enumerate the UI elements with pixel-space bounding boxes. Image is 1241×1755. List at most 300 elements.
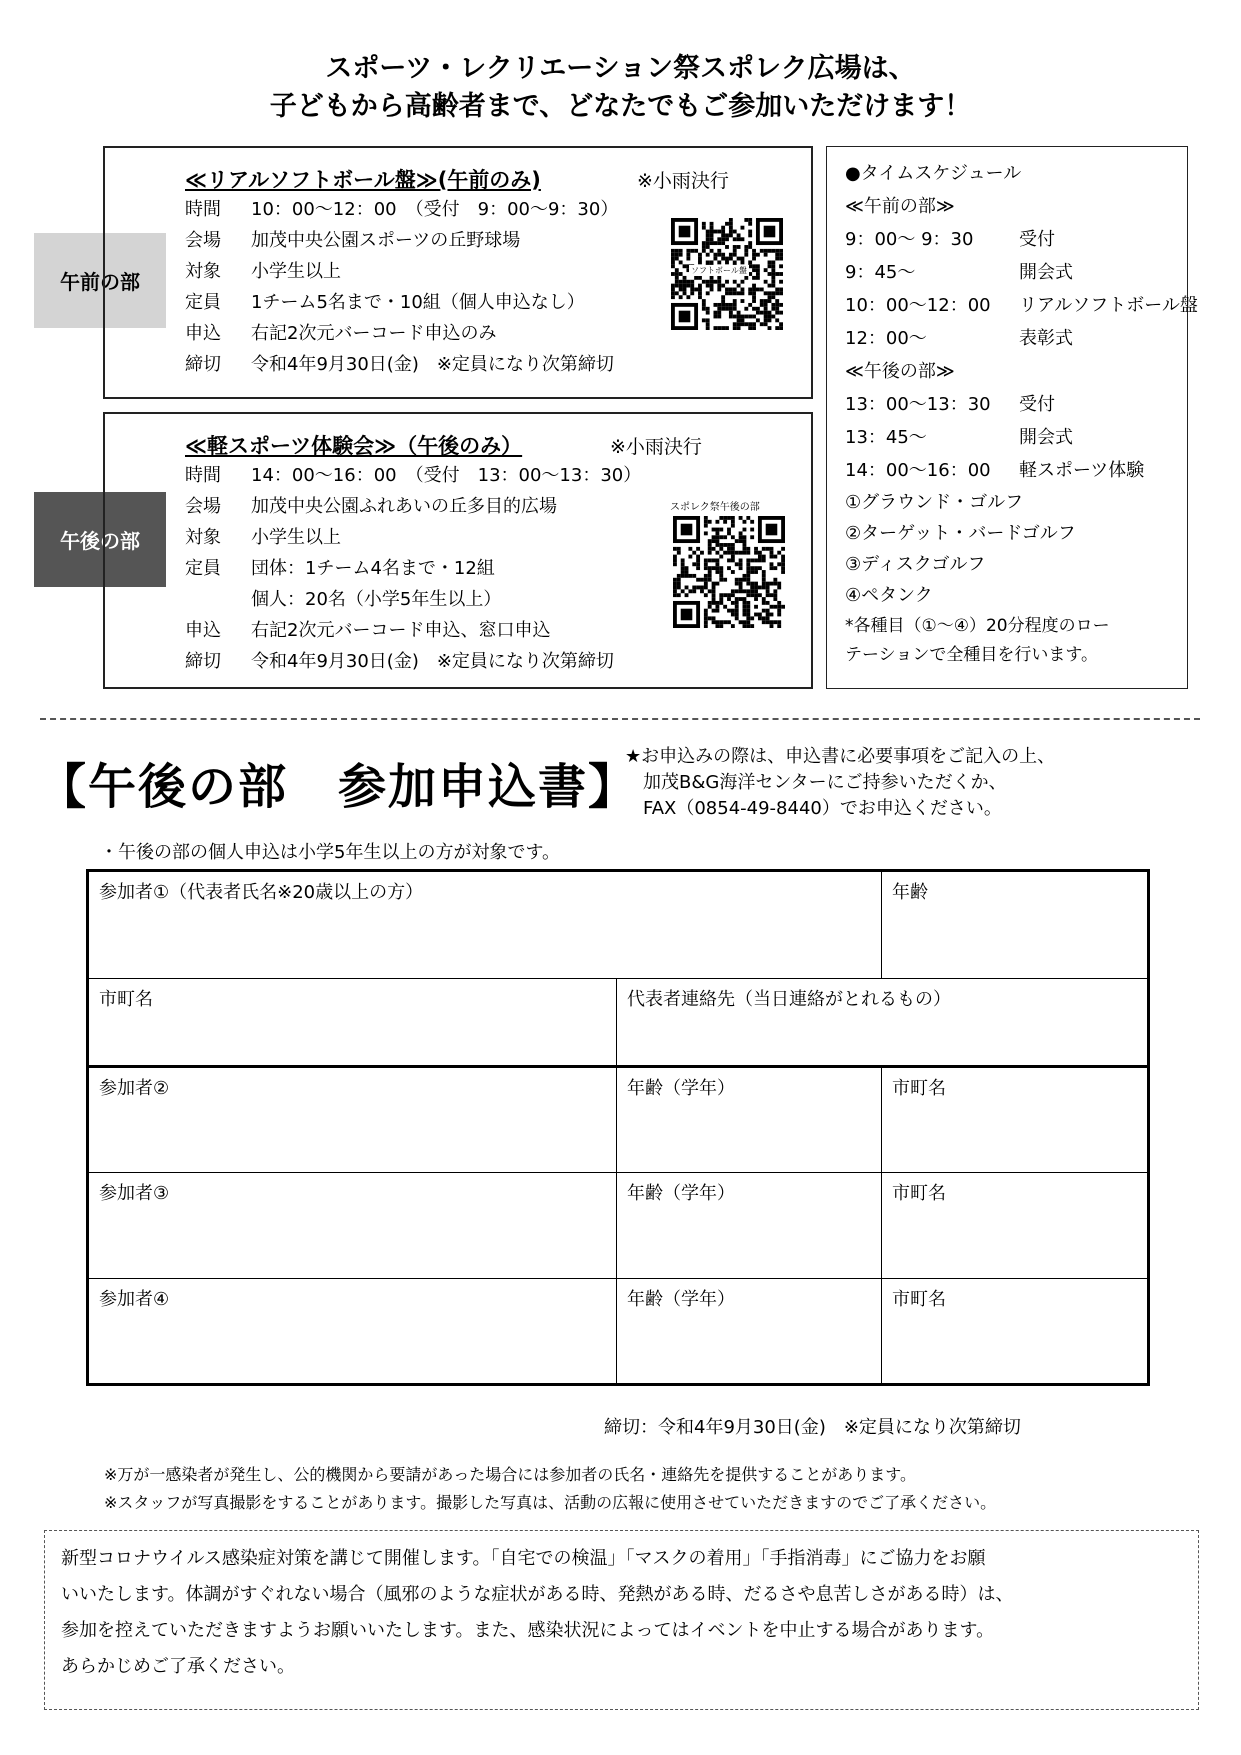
rep-city-label: 市町名: [99, 989, 153, 1010]
qr-module: [746, 620, 750, 624]
qr-module: [746, 624, 750, 628]
qr-module: [671, 272, 675, 276]
detail-key: 申込: [185, 619, 221, 641]
qr-module: [760, 311, 764, 315]
qr-module: [746, 609, 750, 613]
qr-module: [708, 589, 712, 593]
qr-module: [762, 574, 766, 578]
qr-module: [719, 543, 723, 547]
qr-module: [781, 547, 785, 551]
qr-module: [719, 593, 723, 597]
qr-module: [712, 597, 716, 601]
qr-module: [717, 249, 721, 253]
schedule-item: [845, 419, 1198, 452]
qr-module: [721, 307, 725, 311]
qr-module: [721, 233, 725, 237]
qr-module: [700, 586, 704, 590]
qr-module: [754, 586, 758, 590]
qr-module: [706, 253, 710, 257]
qr-module: [721, 284, 725, 288]
qr-module: [764, 253, 768, 257]
qr-module: [712, 535, 716, 539]
qr-module: [727, 620, 731, 624]
qr-module: [752, 307, 756, 311]
qr-module: [744, 307, 748, 311]
qr-module: [762, 555, 766, 559]
qr-module: [762, 586, 766, 590]
qr-module: [683, 280, 687, 284]
qr-module: [725, 307, 729, 311]
qr-module: [744, 253, 748, 257]
qr-module: [712, 601, 716, 605]
qr-module: [712, 593, 716, 597]
qr-module: [715, 539, 719, 543]
rep-contact-label: 代表者連絡先（当日連絡がとれるもの）: [627, 989, 951, 1010]
detail-value: 1チーム5名まで・10組（個人申込なし）: [251, 291, 585, 313]
qr-module: [779, 303, 783, 307]
schedule-item: [845, 287, 1198, 320]
rep-contact-field[interactable]: [617, 979, 1149, 1067]
qr-module: [704, 558, 708, 562]
qr-module: [706, 318, 710, 322]
qr-module: [775, 326, 779, 330]
qr-module: [766, 524, 778, 536]
qr-module: [721, 226, 725, 230]
schedule-item: [845, 320, 1198, 353]
detail-row: [185, 520, 641, 551]
qr-module: [733, 322, 737, 326]
schedule-heading: ●タイムスケジュール: [845, 162, 1022, 184]
qr-module: [729, 218, 733, 222]
qr-module: [717, 288, 721, 292]
qr-module: [708, 551, 712, 555]
detail-key: 時間: [185, 198, 221, 220]
qr-module: [725, 245, 729, 249]
qr-module: [743, 589, 747, 593]
qr-module: [702, 241, 706, 245]
qr-module: [739, 535, 743, 539]
participant-2-city-field[interactable]: [882, 1067, 1149, 1173]
qr-module: [771, 295, 775, 299]
schedule-note: テーションで全種目を行います。: [845, 645, 1098, 665]
qr-module: [746, 616, 750, 620]
qr-module: [758, 616, 762, 620]
qr-module: [715, 624, 719, 628]
morning-tag: 午前の部: [34, 233, 166, 328]
qr-module: [725, 257, 729, 261]
schedule-event: リアルソフトボール盤: [1019, 294, 1198, 316]
qr-module: [743, 601, 747, 605]
qr-module: [754, 589, 758, 593]
qr-module: [770, 551, 774, 555]
qr-module: [743, 543, 747, 547]
participant-2-name-field[interactable]: [88, 1067, 617, 1173]
qr-module: [777, 586, 781, 590]
qr-module: [673, 578, 677, 582]
qr-module: [679, 284, 683, 288]
qr-module: [768, 326, 772, 330]
participant-3-city-field[interactable]: [882, 1173, 1149, 1279]
qr-module: [764, 322, 768, 326]
participant-4-age-field[interactable]: [617, 1279, 882, 1385]
qr-module: [731, 613, 735, 617]
qr-module: [754, 605, 758, 609]
qr-module: [770, 605, 774, 609]
qr-module: [762, 597, 766, 601]
qr-module: [756, 253, 760, 257]
qr-module: [744, 276, 748, 280]
qr-module: [715, 531, 719, 535]
qr-module: [727, 597, 731, 601]
qr-module: [744, 315, 748, 319]
qr-module: [737, 237, 741, 241]
schedule-item: [845, 254, 1198, 287]
qr-module: [731, 555, 735, 559]
qr-module: [702, 299, 706, 303]
qr-module: [702, 280, 706, 284]
qr-module: [733, 249, 737, 253]
qr-module: [764, 268, 768, 272]
qr-module: [715, 570, 719, 574]
qr-module: [731, 593, 735, 597]
qr-module: [704, 574, 708, 578]
qr-module: [704, 531, 708, 535]
qr-module: [752, 276, 756, 280]
qr-module: [764, 318, 768, 322]
participant-2-age-field[interactable]: [617, 1067, 882, 1173]
qr-module: [688, 589, 692, 593]
qr-module: [685, 566, 689, 570]
qr-module: [779, 257, 783, 261]
participant-4-name-field[interactable]: [88, 1279, 617, 1385]
detail-row: [185, 582, 641, 613]
qr-module: [754, 558, 758, 562]
qr-module: [739, 566, 743, 570]
qr-module: [748, 288, 752, 292]
qr-module: [773, 605, 777, 609]
qr-module: [746, 570, 750, 574]
detail-row: [185, 285, 618, 316]
qr-module: [675, 280, 679, 284]
qr-module: [733, 280, 737, 284]
qr-module: [679, 288, 683, 292]
qr-module: [729, 230, 733, 234]
participant-label: 参加者②: [99, 1078, 170, 1099]
qr-module: [696, 578, 700, 582]
rep-name-label: 参加者①（代表者氏名※20歳以上の方）: [99, 882, 424, 903]
qr-module: [773, 578, 777, 582]
qr-module: [694, 249, 698, 253]
afternoon-qr-label: スポレク祭午後の部: [670, 502, 760, 513]
qr-module: [737, 311, 741, 315]
schedule-event: 軽スポーツ体験: [1019, 459, 1145, 481]
morning-details: [185, 192, 618, 378]
qr-module: [746, 551, 750, 555]
qr-module: [752, 291, 756, 295]
qr-module: [733, 307, 737, 311]
qr-module: [685, 574, 689, 578]
qr-module: [715, 543, 719, 547]
qr-module: [721, 299, 725, 303]
qr-module: [741, 315, 745, 319]
qr-module: [681, 609, 693, 621]
qr-module: [725, 237, 729, 241]
qr-module: [733, 253, 737, 257]
participant-label: 参加者④: [99, 1289, 170, 1310]
qr-module: [731, 516, 735, 520]
qr-module: [741, 291, 745, 295]
qr-module: [708, 605, 712, 609]
qr-module: [758, 586, 762, 590]
qr-module: [713, 241, 717, 245]
qr-module: [713, 253, 717, 257]
qr-module: [710, 288, 714, 292]
qr-module: [719, 574, 723, 578]
afternoon-event-box: [103, 412, 813, 689]
qr-module: [717, 230, 721, 234]
form-subnote: ・午後の部の個人申込は小学5年生以上の方が対象です。: [100, 842, 561, 863]
detail-row: [185, 613, 641, 644]
qr-module: [679, 226, 691, 238]
qr-module: [681, 558, 685, 562]
qr-module: [725, 288, 729, 292]
qr-module: [675, 249, 679, 253]
qr-module: [704, 578, 708, 582]
qr-module: [712, 539, 716, 543]
qr-module: [673, 593, 677, 597]
qr-module: [715, 566, 719, 570]
qr-module: [768, 264, 772, 268]
participant-3-name-field[interactable]: [88, 1173, 617, 1279]
qr-module: [702, 222, 706, 226]
qr-module: [681, 562, 685, 566]
schedule-time: 13：45〜: [845, 426, 927, 448]
qr-module: [737, 326, 741, 330]
qr-module: [710, 230, 714, 234]
qr-module: [706, 230, 710, 234]
qr-module: [779, 264, 783, 268]
qr-module: [743, 597, 747, 601]
detail-value: 右記2次元バーコード申込のみ: [251, 322, 497, 344]
qr-module: [673, 586, 677, 590]
qr-module: [677, 578, 681, 582]
participant-label: 参加者③: [99, 1183, 170, 1204]
qr-module: [768, 299, 772, 303]
qr-module: [686, 284, 690, 288]
qr-module: [681, 524, 693, 536]
qr-module: [746, 574, 750, 578]
qr-module: [741, 237, 745, 241]
qr-module: [727, 528, 731, 532]
qr-module: [779, 311, 783, 315]
qr-module: [690, 291, 694, 295]
qr-module: [771, 268, 775, 272]
qr-module: [708, 601, 712, 605]
qr-module: [752, 299, 756, 303]
qr-module: [771, 307, 775, 311]
qr-module: [673, 547, 677, 551]
qr-module: [733, 299, 737, 303]
time-schedule: [845, 155, 1198, 667]
qr-module: [775, 272, 779, 276]
detail-key: 会場: [185, 495, 221, 517]
qr-module: [746, 516, 750, 520]
qr-module: [712, 582, 716, 586]
qr-module: [750, 589, 754, 593]
qr-module: [775, 303, 779, 307]
cut-line: [40, 718, 1200, 720]
qr-module: [677, 582, 681, 586]
schedule-item: [845, 221, 1198, 254]
qr-module: [756, 276, 760, 280]
qr-module: [717, 280, 721, 284]
qr-module: [712, 566, 716, 570]
qr-module: [694, 288, 698, 292]
form-instructions: [625, 744, 1055, 822]
qr-module: [710, 237, 714, 241]
participant-city-label: 市町名: [892, 1289, 946, 1310]
qr-module: [727, 531, 731, 535]
qr-module: [746, 582, 750, 586]
qr-module: [752, 284, 756, 288]
qr-module: [731, 558, 735, 562]
qr-module: [762, 601, 766, 605]
qr-module: [735, 562, 739, 566]
qr-module: [758, 558, 762, 562]
qr-module: [721, 241, 725, 245]
qr-module: [696, 558, 700, 562]
qr-module: [719, 601, 723, 605]
rep-age-field[interactable]: [882, 871, 1149, 979]
detail-value: 団体：1チーム4名まで・12組: [251, 557, 495, 579]
qr-module: [698, 260, 702, 264]
qr-module: [713, 257, 717, 261]
qr-module: [750, 586, 754, 590]
qr-module: [688, 547, 692, 551]
qr-module: [770, 613, 774, 617]
qr-module: [715, 601, 719, 605]
qr-module: [717, 303, 721, 307]
qr-module: [773, 555, 777, 559]
qr-module: [766, 593, 770, 597]
qr-module: [773, 620, 777, 624]
qr-module: [723, 605, 727, 609]
qr-module: [704, 620, 708, 624]
qr-module: [708, 574, 712, 578]
qr-module: [770, 555, 774, 559]
schedule-pm-heading: ≪午後の部≫: [845, 360, 955, 382]
qr-module: [717, 326, 721, 330]
qr-module: [760, 299, 764, 303]
qr-module: [675, 276, 679, 280]
rep-city-field[interactable]: [88, 979, 617, 1067]
detail-row: [185, 489, 641, 520]
covid-notice-line: あらかじめご了承ください。: [61, 1656, 295, 1677]
qr-module: [748, 326, 752, 330]
qr-module: [715, 605, 719, 609]
participant-4-city-field[interactable]: [882, 1279, 1149, 1385]
qr-module: [768, 272, 772, 276]
qr-module: [739, 582, 743, 586]
qr-module: [733, 326, 737, 330]
qr-module: [710, 276, 714, 280]
qr-module: [743, 547, 747, 551]
qr-module: [768, 315, 772, 319]
qr-module: [712, 609, 716, 613]
qr-module: [683, 276, 687, 280]
detail-key: 対象: [185, 526, 221, 548]
qr-module: [777, 605, 781, 609]
qr-module: [723, 516, 727, 520]
qr-module: [706, 291, 710, 295]
qr-module: [739, 562, 743, 566]
qr-module: [754, 613, 758, 617]
rep-name-field[interactable]: [88, 871, 882, 979]
qr-module: [719, 516, 723, 520]
qr-module: [702, 226, 706, 230]
qr-module: [781, 566, 785, 570]
qr-module: [729, 307, 733, 311]
covid-notice-line: 参加を控えていただきますようお願いいたします。また、感染状況によってはイベントを中止する場合があります。: [61, 1620, 995, 1641]
detail-row: [185, 551, 641, 582]
qr-module: [779, 280, 783, 284]
qr-module: [712, 589, 716, 593]
qr-module: [768, 291, 772, 295]
qr-module: [737, 322, 741, 326]
qr-module: [748, 315, 752, 319]
qr-module: [748, 322, 752, 326]
qr-module: [777, 582, 781, 586]
qr-module: [708, 616, 712, 620]
qr-module: [681, 566, 685, 570]
qr-module: [779, 253, 783, 257]
qr-module: [766, 616, 770, 620]
qr-module: [741, 257, 745, 261]
qr-module: [698, 288, 702, 292]
detail-value: 右記2次元バーコード申込、窓口申込: [251, 619, 551, 641]
qr-module: [746, 605, 750, 609]
qr-module: [715, 551, 719, 555]
qr-module: [681, 574, 685, 578]
qr-module: [731, 543, 735, 547]
qr-module: [733, 303, 737, 307]
qr-module: [758, 593, 762, 597]
qr-module: [735, 605, 739, 609]
qr-module: [706, 311, 710, 315]
detail-value: 加茂中央公園スポーツの丘野球場: [251, 229, 521, 251]
qr-module: [762, 582, 766, 586]
afternoon-qr-code[interactable]: [673, 516, 785, 628]
form-instruction-1: ★お申込みの際は、申込書に必要事項をご記入の上、: [625, 746, 1056, 767]
qr-module: [706, 233, 710, 237]
qr-module: [750, 528, 754, 532]
qr-module: [704, 593, 708, 597]
qr-module: [735, 601, 739, 605]
morning-qr-label: ソフトボール盤: [691, 266, 747, 275]
schedule-item: [845, 386, 1198, 419]
qr-module: [729, 311, 733, 315]
qr-module: [739, 516, 743, 520]
detail-value: 個人：20名（小学5年生以上）: [251, 588, 502, 610]
qr-module: [713, 280, 717, 284]
qr-module: [713, 326, 717, 330]
qr-module: [727, 609, 731, 613]
detail-row: [185, 223, 618, 254]
qr-module: [743, 528, 747, 532]
qr-module: [760, 249, 764, 253]
participant-3-age-field[interactable]: [617, 1173, 882, 1279]
qr-module: [715, 520, 719, 524]
